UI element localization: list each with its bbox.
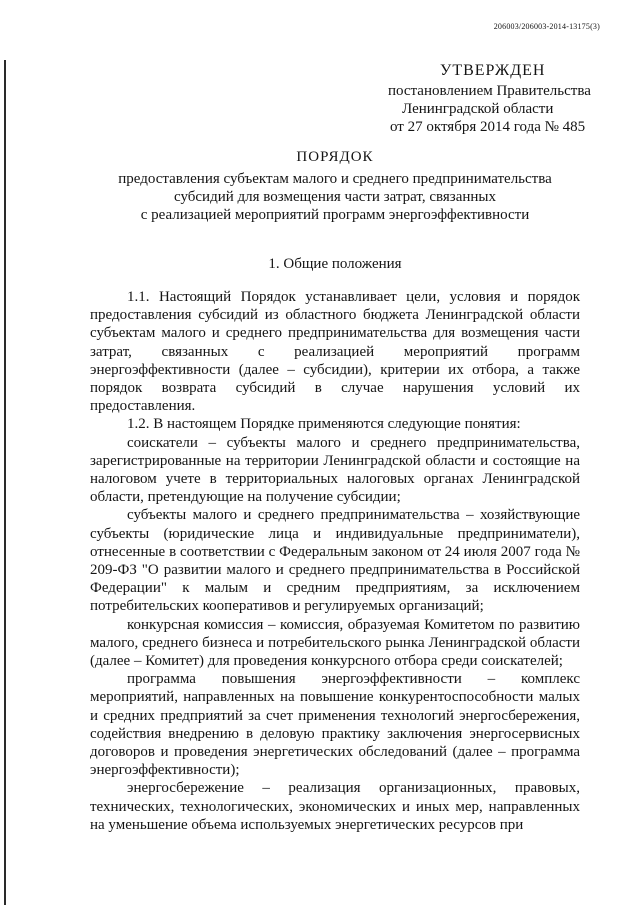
paragraph-1-2: 1.2. В настоящем Порядке применяются следующие понятия: bbox=[127, 416, 521, 433]
approval-line-3: от 27 октября 2014 года № 485 bbox=[390, 119, 586, 135]
document-body bbox=[90, 288, 580, 834]
section-title: 1. Общие положения bbox=[268, 256, 402, 272]
document-title: ПОРЯДОК bbox=[296, 149, 374, 165]
definition-applicants: соискатели – субъекты малого и среднего предпринимательства, зарегистрированные на территории Ленинградской области и состоящие на налоговом учете в территориальных налоговых органах Ленинградской области, претендующие на получение субсидии; bbox=[90, 434, 580, 506]
document-subtitle-line-2: субсидий для возмещения части затрат, связанных bbox=[173, 189, 497, 205]
approval-line-2: Ленинградской области bbox=[402, 101, 554, 117]
definition-commission: конкурсная комиссия – комиссия, образуемая Комитетом по развитию малого, среднего бизнеса и потребительского рынка Ленинградской области (далее – Комитет) для проведения конкурсного отбора среди соискателей; bbox=[90, 616, 580, 670]
approval-title: УТВЕРЖДЕН bbox=[440, 62, 546, 79]
definition-energy-saving: энергосбережение – реализация организационных, правовых, технических, технологических, экономических и иных мер, направленных на уменьшение объема используемых энергетических ресурсов при bbox=[90, 780, 580, 833]
document-subtitle-line-1: предоставления субъектам малого и среднего предпринимательства bbox=[118, 171, 552, 187]
scan-edge-line bbox=[4, 60, 6, 905]
approval-line-1: постановлением Правительства bbox=[388, 83, 591, 99]
approval-block bbox=[388, 62, 628, 136]
document-heading bbox=[90, 148, 580, 224]
definition-sme: субъекты малого и среднего предпринимательства – хозяйствующие субъекты (юридические лица и индивидуальные предприниматели), отнесенные в соответствии с Федеральным законом от 24 июля 2007 года № 209-ФЗ "О развитии малого и среднего предпринимательства в Российской Федерации" к малым и средним предприятиям, за исключением потребительских кооперативов и регулируемых организаций; bbox=[90, 507, 580, 615]
definition-program: программа повышения энергоэффективности – комплекс мероприятий, направленных на повышение конкурентоспособности малых и средних предприятий за счет применения технологий энергосбережения, содействия внедрению в деловую практику заключения энергосервисных договоров и проведения энергетических обследований (далее – программа энергоэффективности); bbox=[90, 671, 580, 779]
document-subtitle-line-3: с реализацией мероприятий программ энергоэффективности bbox=[140, 207, 530, 223]
paragraph-1-1: 1.1. Настоящий Порядок устанавливает цели, условия и порядок предоставления субсидий из областного бюджета Ленинградской области субъектам малого и среднего предпринимательства для возмещения части затрат, связанных с реализацией мероприятий программ энергоэффективности (далее – субсидии), критерии их отбора, а также порядок возврата субсидий в случае нарушения условий их предоставления. bbox=[90, 289, 580, 415]
document-id: 206003/206003-2014-13175(3) bbox=[493, 22, 600, 31]
